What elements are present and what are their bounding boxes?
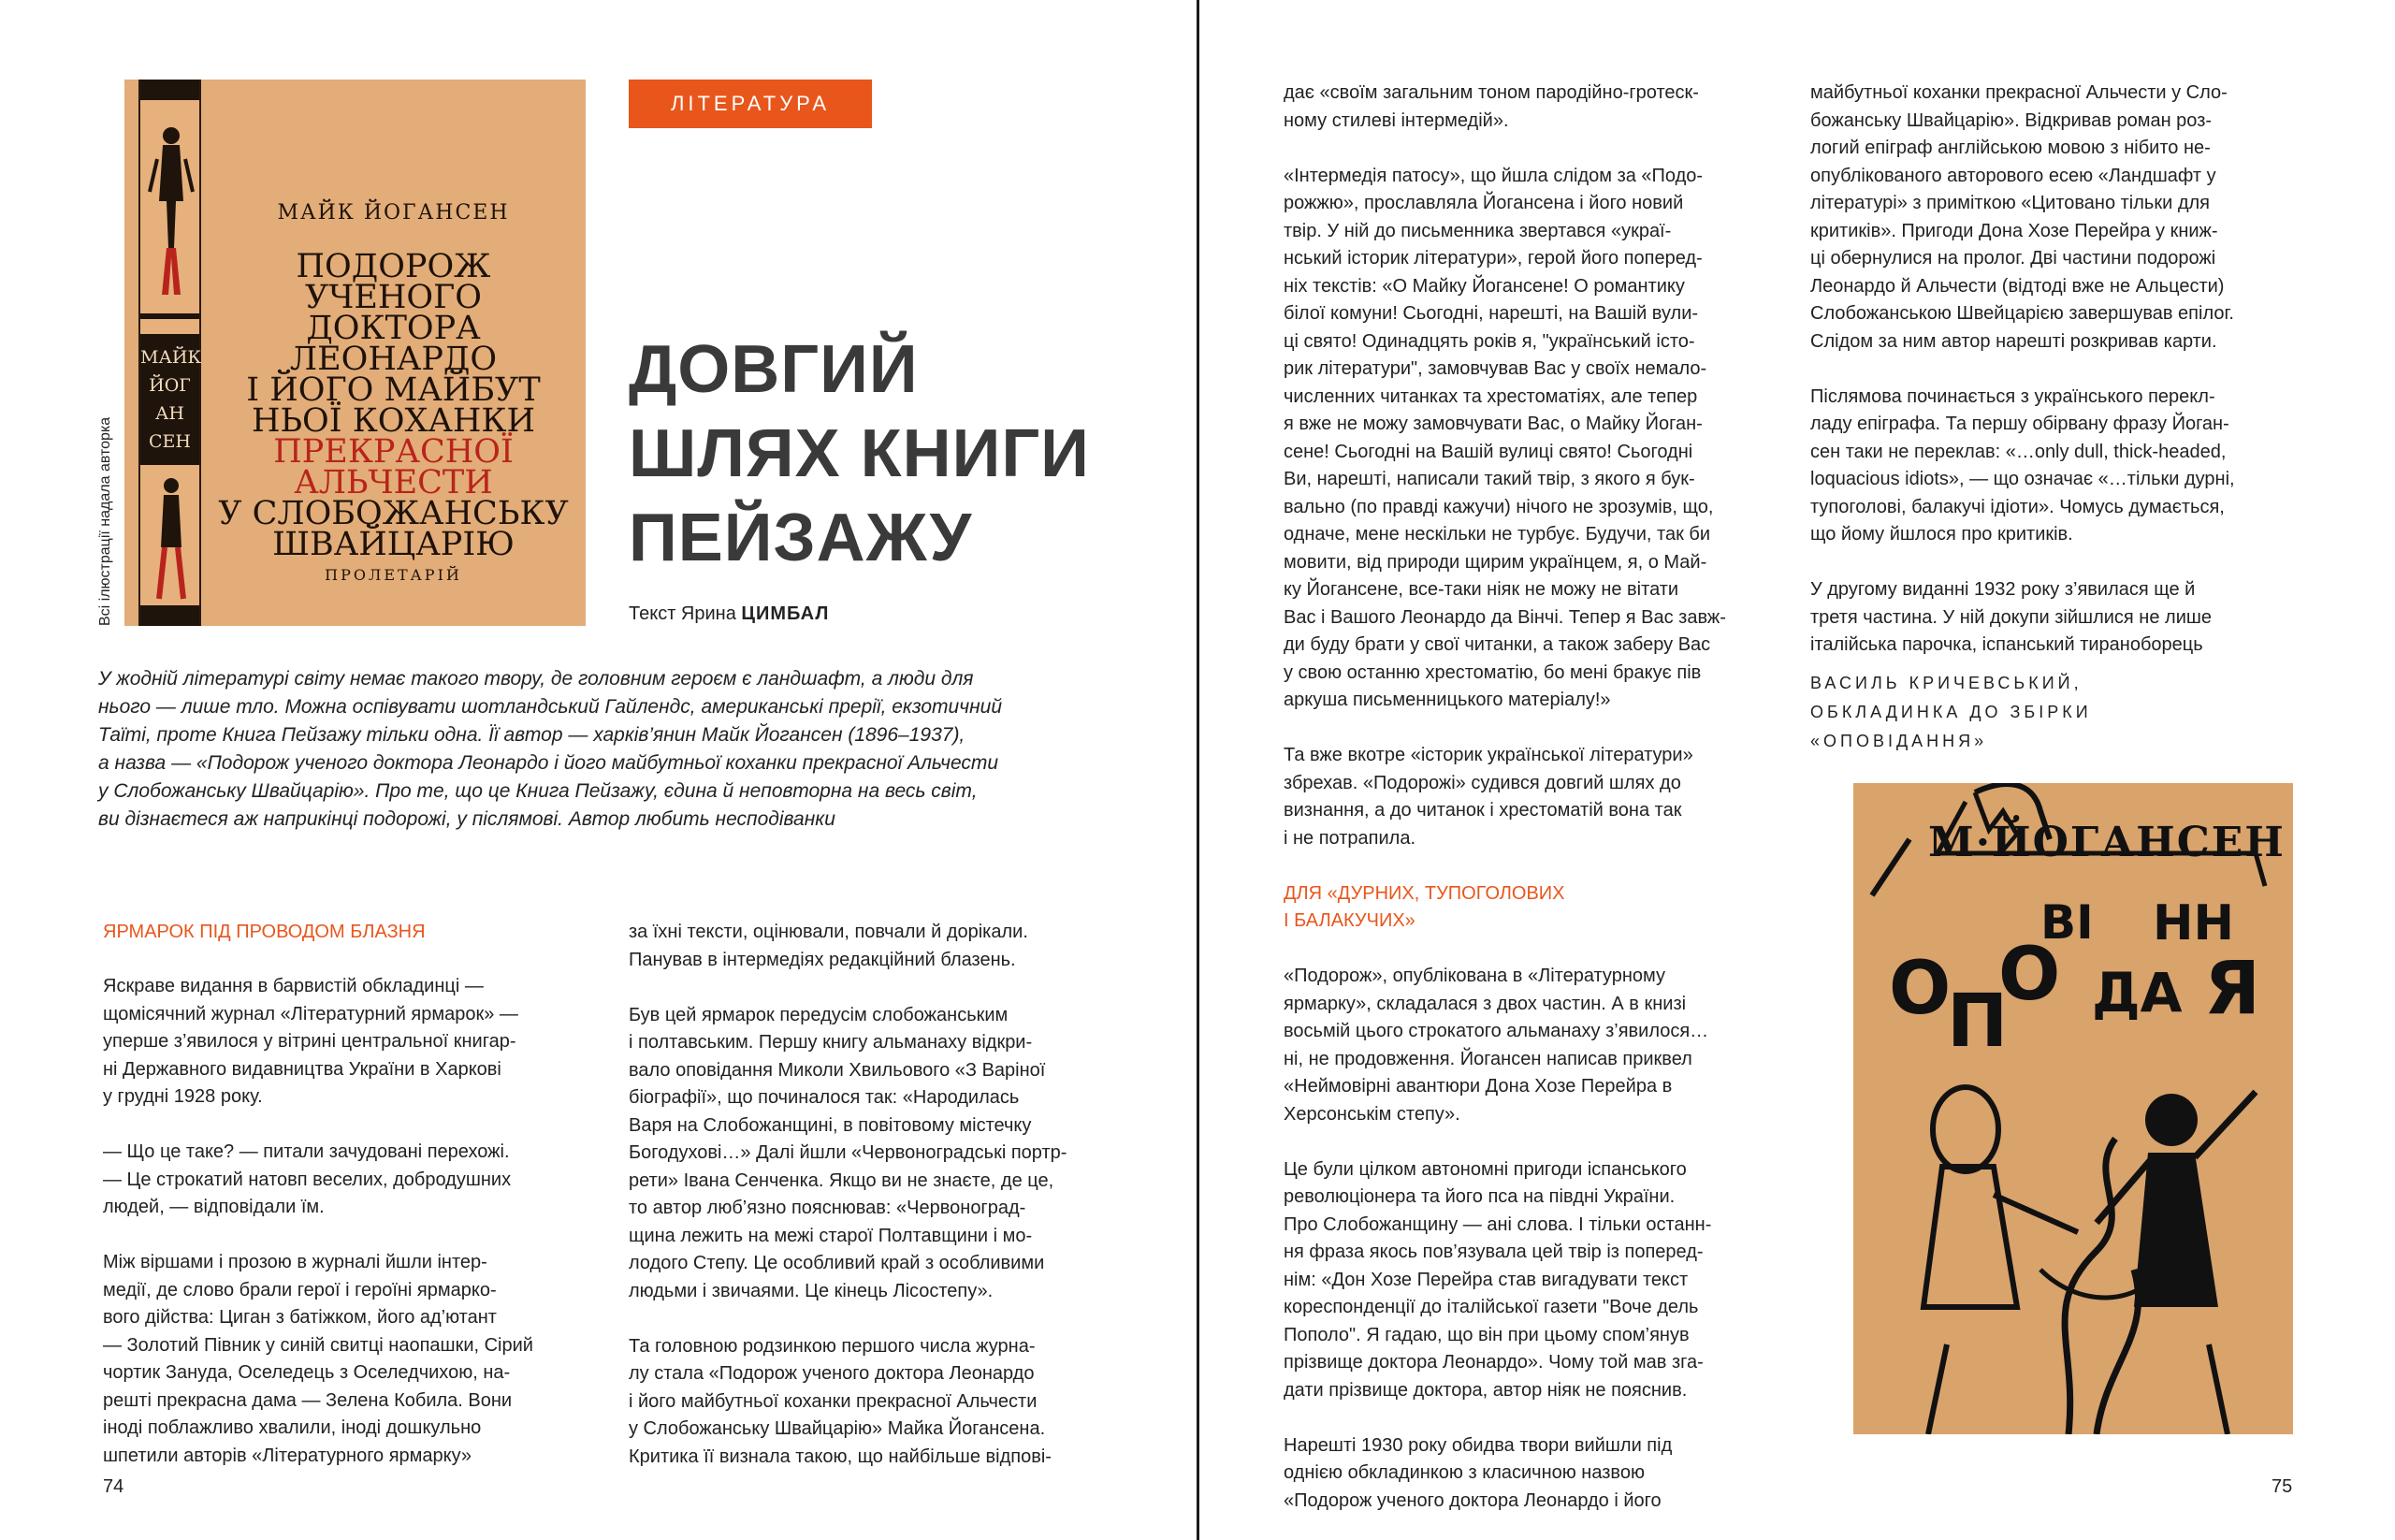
right-column-1 [1284, 80, 1761, 1515]
paragraph: «Інтермедія патосу», що йшла слідом за «Подо- рожжю», прославляла Йогансена і його новий твір. У ній до письменника звертався «украї- нський історик літератури», герой його поперед- ніх текстів: «О Майку Йогансене! О романтику білої комуни! Сьогодні, нарешті, на Вашій вули- ці свято! Одинадцять років я, "український істо- рик літератури", замовчував Вас у своїх немало- численних читанках та хрестоматіях, але тепер я вже не можу замовчувати Вас, о Майку Йоган- сене! Сьогодні на Вашій вулиці свято! Сьогодні Ви, нарешті, написали такий твір, з якого я бук- вально (по правді кажучи) нічого не зрозумів, що, одначе, мене нескільки не турбує. Будучи, так би мовити, від природи щирим українцем, я, о Май- ку Йогансене, все-таки ніяк не можу не вітати Вас і Вашого Леонардо да Вінчі. Тепер я Вас завж- ди буду брати у свої читанки, а також заберу Вас у свою останню хрестоматію, бо мені бракує пів аркуша письменницького матеріалу!» [1284, 165, 1726, 710]
cover2-letter: Я [2204, 947, 2261, 1031]
book-cover-image [124, 80, 586, 626]
lead-paragraph: У жодній літературі світу немає такого твору, де головним героєм є ландшафт, а люди для нього — лише тло. Можна оспівувати шотландський Гайлендс, американські прерії, екзотичний Таїті, проте Книга Пейзажу тільки одна. Її автор — харків’янин Майк Йогансен (1896–1937), а назва — «Подорож ученого доктора Леонардо і його майбутньої коханки прекрасної Альчести у Слобожанську Швайцарію». Про те, що це Книга Пейзажу, єдина й неповторна на весь світ, ви дізнаєтеся аж наприкінці подорожі, у післямові. Автор любить несподіванки [98, 668, 1003, 830]
cover2-author: М·ЙОГАНСЕН [1928, 819, 2286, 866]
section-heading-fair: ЯРМАРОК ПІД ПРОВОДОМ БЛАЗНЯ [103, 922, 426, 942]
paragraph: Це були цілком автономні пригоди іспанського революціонера та його пса на півдні України. Про Слобожанщину — ані слова. І тільки останн- ня фраза якось пов’язувала цей твір із поперед- нім: «Дон Хозе Перейра став вигадувати текст кореспонденції до італійської газети "Воче дель Пополо". Я гадаю, що він при цьому спом’янув прізвище доктора Леонардо». Чому той мав зга- дати прізвище доктора, автор ніяк не пояснив. [1284, 1158, 1712, 1401]
right-column-2 [1810, 80, 2297, 660]
byline [629, 603, 829, 625]
cover2-letter: О [1889, 947, 1952, 1031]
paragraph: — Що це таке? — питали зачудовані перехожі. — Це строкатий натовп веселих, добродушних людей, — відповідали їм. [103, 1141, 512, 1217]
left-page [0, 0, 1197, 1540]
byline-author: ЦИМБАЛ [741, 603, 830, 624]
page-number-left: 74 [103, 1476, 124, 1497]
left-column-1 [103, 973, 580, 1470]
paragraph: майбутньої коханки прекрасної Альчести у Сло- божанську Швайцарію». Відкривав роман роз- логий епіграф англійською мовою з нібито не- опублікованого авторового есею «Ландшафт у літературі» з приміткою «Цитовано тільки для критиків». Пригоди Дона Хозе Перейра у книж- ці обернулися на пролог. Дві частини подорожі Леонардо й Альчести (відтоді вже не Альцести) Слобожанською Швейцарією завершував епілог. Слідом за ним автор нарешті розкривав карти. [1810, 82, 2234, 352]
cover-author: МАЙК ЙОГАНСЕН [277, 201, 510, 225]
cover2-letter: ДА [2092, 961, 2183, 1024]
image-caption: ВАСИЛЬ КРИЧЕВСЬКИЙ, ОБКЛАДИНКА ДО ЗБІРКИ «ОПОВІДАННЯ» [1810, 674, 2092, 750]
image-credit: Всі ілюстрації надала авторка [97, 416, 113, 626]
paragraph: дає «своїм загальним тоном пародійно-гротеск- ному стилеві інтермедій». [1284, 82, 1699, 131]
cover-publisher: ПРОЛЕТАРІЙ [325, 566, 462, 584]
category-tag: ЛІТЕРАТУРА [629, 80, 872, 128]
byline-prefix: Текст Ярина [629, 603, 736, 624]
cover-title: ПОДОРОЖ УЧЕНОГО ДОКТОРА ЛЕОНАРДО І ЙОГО МАЙБУТ НЬОЇ КОХАНКИ ПРЕКРАСНОЇ АЛЬЧЕСТИ У СЛОБОЖАНСЬКУ ШВАЙЦАРІЮ [218, 248, 569, 563]
cover2-letter: П [1947, 980, 2009, 1064]
cover2-letter: О [1998, 933, 2061, 1017]
paragraph: Яскраве видання в барвистій обкладинці — щомісячний журнал «Літературний ярмарок» — уперше з’явилося у вітрині центральної книгар- ні Державного видавництва України в Харкові у грудні 1928 року. [103, 976, 518, 1107]
left-column-2 [629, 919, 1106, 1471]
paragraph: «Подорож», опублікована в «Літературному ярмарку», складалася з двох частин. А в книзі восьмій цього строкатого альманаху з’явилося… ні, не продовження. Йогансен написав приквел «Неймовірні авантюри Дона Хозе Перейра в Херсонськім степу». [1284, 966, 1709, 1125]
cover2-letter: НН [2153, 895, 2235, 952]
paragraph: Післямова починається з українського перекл- ладу епіграфа. Та першу обірвану фразу Йоган- сен таки не переклав: «…only dull, thick-headed, loquacious idiots», — що означає «…тільки дурні, тупоголові, балакучі ідіоти». Чомусь думається, що йому йшлося про критиків. [1810, 385, 2235, 545]
paragraph: Між віршами і прозою в журналі йшли інтер- медії, де слово брали герої і героїні ярмарко- вого дійства: Циган з батіжком, його ад’ютант — Золотий Півник у синій свитці наопашки, Сірий чортик Зануда, Оселедець з Оселедчихою, на- решті прекрасна дама — Зелена Кобила. Вони іноді поблажливо хвалили, іноді дошкульно шпетили авторів «Літературного ярмарку» [103, 1252, 533, 1466]
cover-spine [138, 80, 201, 626]
paragraph: У другому виданні 1932 року з’явилася ще й третя частина. У ній докупи зійшлися не лише італійська парочка, іспанський тираноборець [1810, 579, 2213, 655]
cover2-letter: ВІ [2040, 895, 2094, 950]
collection-cover-image [1853, 783, 2293, 1434]
paragraph: за їхні тексти, оцінювали, повчали й дорікали. Панував в інтермедіях редакційний блазень. [629, 922, 1028, 970]
article-title: ДОВГИЙ ШЛЯХ КНИГИ ПЕЙЗАЖУ [629, 332, 1090, 575]
paragraph: Був цей ярмарок передусім слобожанським і полтавським. Першу книгу альманаху відкри- вало оповідання Миколи Хвильового «З Варіної біографії», що починалося так: «Народилась Варя на Слобожанщині, в повітовому містечку Богодухові…» Далі йшли «Червоноградські портр- рети» Івана Сенченка. Якщо ви не знаєте, де це, то автор люб’язно пояснював: «Червоноград- щина лежить на межі старої Полтавщини і мо- лодого Степу. Це особливий край з особливими людьми і звичаями. Це кінець Лісостепу». [629, 1004, 1067, 1301]
paragraph: Та головною родзинкою першого числа журна- лу стала «Подорож ученого доктора Леонардо і його майбутньої коханки прекрасної Альчести у Слобожанську Швайцарію» Майка Йогансена. Критика її визнала такою, що найбільше відпові- [629, 1335, 1052, 1467]
traveler-figure-icon [148, 472, 195, 603]
cover-illustration-icon [1853, 783, 2293, 1434]
paragraph: Та вже вкотре «історик української літератури» збрехав. «Подорожі» судився довгий шлях до визнання, а до читанок і хрестоматій вона так і не потрапила. [1284, 745, 1693, 849]
section-heading-fools: ДЛЯ «ДУРНИХ, ТУПОГОЛОВИХ І БАЛАКУЧИХ» [1284, 882, 1565, 931]
page-number-right: 75 [2272, 1476, 2293, 1497]
jester-figure-icon [148, 117, 195, 304]
paragraph: Нарешті 1930 року обидва твори вийшли під однією обкладинкою з класичною назвою «Подорож ученого доктора Леонардо і його [1284, 1434, 1673, 1511]
cover-spine-title: МАЙК ЙОГ АН СЕН [140, 334, 199, 465]
